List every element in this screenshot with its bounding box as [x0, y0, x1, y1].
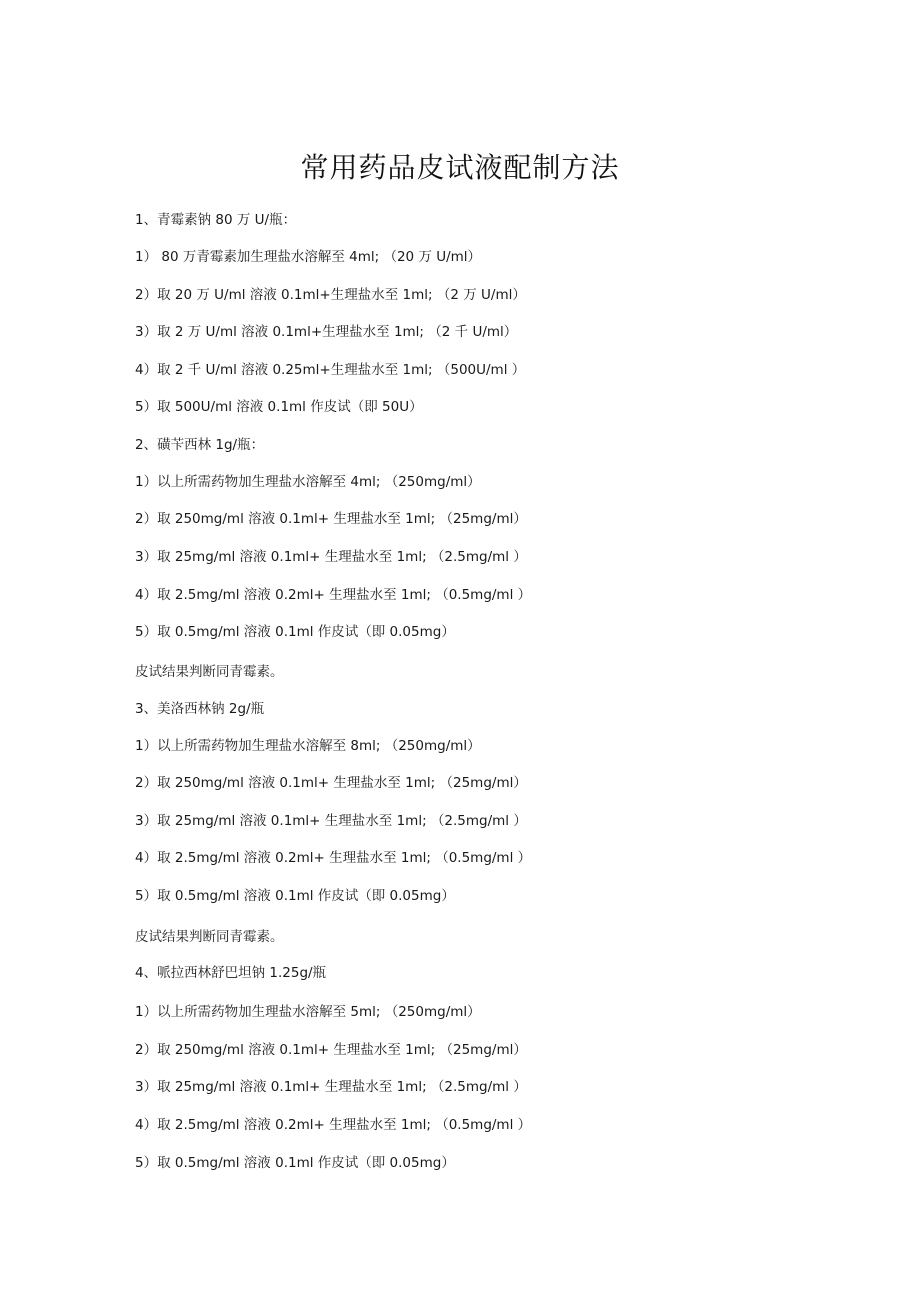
step-line: 5）取 0.5mg/ml 溶液 0.1ml 作皮试（即 0.05mg） [135, 624, 455, 640]
section-heading-sulbenicillin: 2、磺苄西林 1g/瓶： [135, 437, 265, 453]
step-line: 1） 80 万青霉素加生理盐水溶解至 4ml; （20 万 U/ml） [135, 249, 482, 265]
step-line: 1）以上所需药物加生理盐水溶解至 5ml; （250mg/ml） [135, 1004, 481, 1020]
step-line: 4）取 2.5mg/ml 溶液 0.2ml+ 生理盐水至 1ml; （0.5mg/ml ） [135, 850, 532, 866]
section-heading-mezlocillin: 3、美洛西林钠 2g/瓶 [135, 701, 265, 717]
step-line: 3）取 25mg/ml 溶液 0.1ml+ 生理盐水至 1ml; （2.5mg/ml ） [135, 1079, 527, 1095]
document-title: 常用药品皮试液配制方法 [300, 151, 620, 184]
step-line: 5）取 500U/ml 溶液 0.1ml 作皮试（即 50U） [135, 399, 423, 415]
step-line: 3）取 25mg/ml 溶液 0.1ml+ 生理盐水至 1ml; （2.5mg/ml ） [135, 549, 527, 565]
result-note: 皮试结果判断同青霉素。 [135, 929, 284, 945]
step-line: 2）取 250mg/ml 溶液 0.1ml+ 生理盐水至 1ml; （25mg/ml） [135, 511, 527, 527]
step-line: 2）取 250mg/ml 溶液 0.1ml+ 生理盐水至 1ml; （25mg/ml） [135, 1042, 527, 1058]
step-line: 2）取 20 万 U/ml 溶液 0.1ml+生理盐水至 1ml; （2 万 U/ml） [135, 287, 526, 303]
step-line: 4）取 2 千 U/ml 溶液 0.25ml+生理盐水至 1ml; （500U/ml ） [135, 362, 526, 378]
result-note: 皮试结果判断同青霉素。 [135, 664, 284, 680]
step-line: 1）以上所需药物加生理盐水溶解至 4ml; （250mg/ml） [135, 474, 481, 490]
section-heading-penicillin: 1、青霉素钠 80 万 U/瓶： [135, 212, 297, 228]
step-line: 3）取 25mg/ml 溶液 0.1ml+ 生理盐水至 1ml; （2.5mg/ml ） [135, 813, 527, 829]
step-line: 3）取 2 万 U/ml 溶液 0.1ml+生理盐水至 1ml; （2 千 U/ml） [135, 324, 518, 340]
step-line: 5）取 0.5mg/ml 溶液 0.1ml 作皮试（即 0.05mg） [135, 1155, 455, 1171]
step-line: 4）取 2.5mg/ml 溶液 0.2ml+ 生理盐水至 1ml; （0.5mg/ml ） [135, 587, 532, 603]
step-line: 5）取 0.5mg/ml 溶液 0.1ml 作皮试（即 0.05mg） [135, 888, 455, 904]
step-line: 4）取 2.5mg/ml 溶液 0.2ml+ 生理盐水至 1ml; （0.5mg/ml ） [135, 1117, 532, 1133]
step-line: 2）取 250mg/ml 溶液 0.1ml+ 生理盐水至 1ml; （25mg/ml） [135, 775, 527, 791]
section-heading-piperacillin-sulbactam: 4、哌拉西林舒巴坦钠 1.25g/瓶 [135, 965, 327, 981]
step-line: 1）以上所需药物加生理盐水溶解至 8ml; （250mg/ml） [135, 738, 481, 754]
